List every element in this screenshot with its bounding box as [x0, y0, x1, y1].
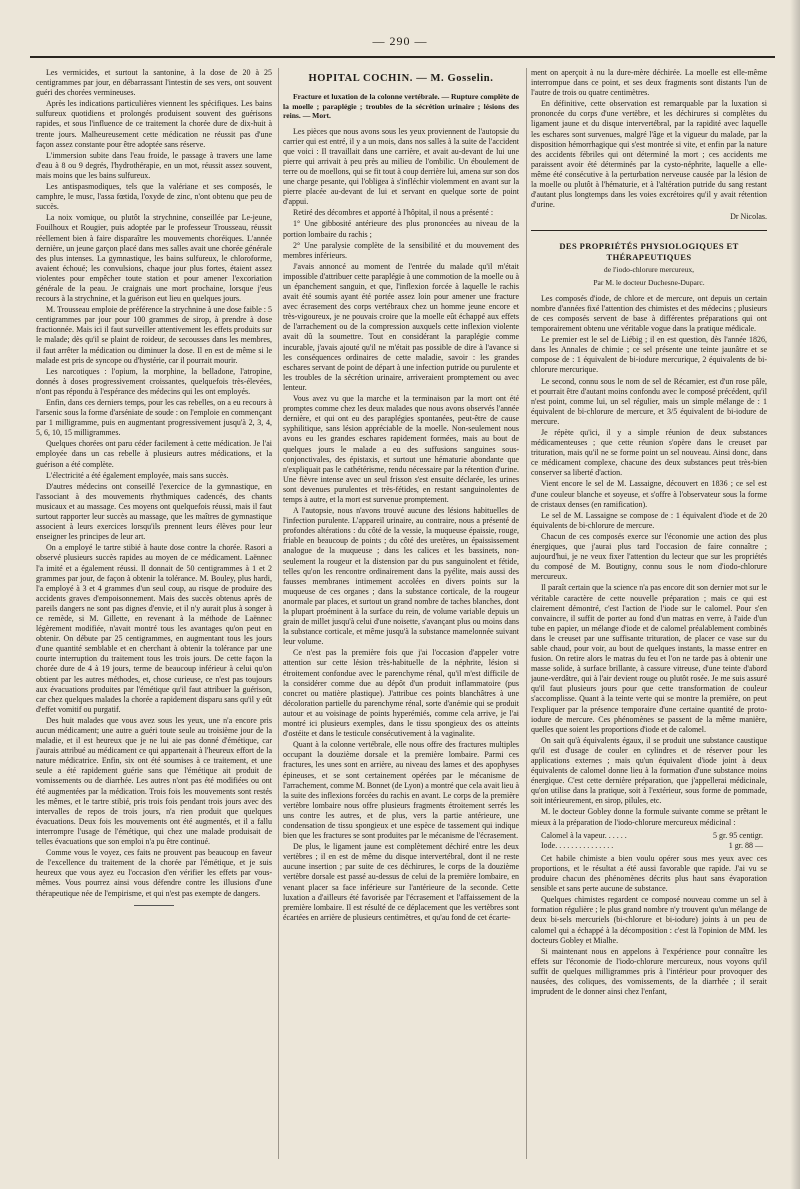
- end-rule: [134, 905, 174, 906]
- formula-row: [531, 841, 767, 851]
- paragraph: Les pièces que nous avons sous les yeux proviennent de l'autopsie du carrier qui est entré, il y a un mois, dans nos salles à la suite de l'accident que voici : Il travaillait dans une carrière, et avait au-devant de lui une pierre qui arrivait à peu près au milieu de l'ombilic. Un éboulement de terre ou de moellons, qui se fit tout à coup derrière lui, amena sur son dos une charge pesante, qui l'obligea à s'infléchir violemment en avant sur la pierre placée au-devant de lui et servant en quelque sorte de point d'appui.: [283, 126, 519, 207]
- paragraph: Comme vous le voyez, ces faits ne prouvent pas beaucoup en faveur de l'excellence du traitement de la chorée par l'émétique, et je suis heureux que vous ayez eu l'occasion d'en vérifier les effets par vous-mêmes. Vous pourrez ainsi vous défendre contre les illusions d'une thérapeutique née de l'empirisme, et qui n'est pas exempte de dangers.: [36, 848, 272, 898]
- paragraph: Le sel de M. Lassaigne se compose de : 1 équivalent d'iode et de 20 équivalents de bi-chlorure de mercure.: [531, 510, 767, 530]
- ingredient-name: Calomel à la vapeur. . . . . .: [541, 830, 627, 840]
- paragraph: Après les indications particulières viennent les spécifiques. Les bains sulfureux quotidiens et prolongés produisent souvent des guérisons rapides, et sous l'influence de ce traitement la chorée dure de dix-huit à trente jours. Malheureusement cette médication ne réussit pas d'une façon assez constante pour être adoptée sans réserve.: [36, 99, 272, 149]
- section-subheading: Fracture et luxation de la colonne vertébrale. — Rupture complète de la moelle ; paraplégie ; troubles de la sécrétion urinaire ; lésions des reins. — Mort.: [283, 92, 519, 121]
- paragraph: Enfin, dans ces derniers temps, pour les cas rebelles, on a eu recours à l'arsenic sous la forme d'arséniate de soude : on l'emploie en commençant par 1 milligramme, puis en augmentant progressivement jusqu'à 2, 3, 4, 5, 6, 10, 15 milligrammes.: [36, 398, 272, 438]
- ingredient-quantity: 5 gr. 95 centigr.: [713, 830, 763, 840]
- paragraph: Si maintenant nous en appelons à l'expérience pour connaître les effets sur l'économie de l'iodo-chlorure mercureux, nous voyons qu'il suffit de quelques milligrammes pris à l'intérieur pour provoquer des nausées, des coliques, des vomissements, de la diarrhée ; il serait imprudent de le donner ainsi chez l'enfant,: [531, 946, 767, 997]
- paragraph: Il paraît certain que la science n'a pas encore dit son dernier mot sur le véritable caractère de cette nouvelle préparation ; mais ce qui est clairement démontré, c'est l'action de l'iode sur le calomel. Pour s'en convaincre, il suffit de porter au fond d'un matras en verre, à l'aide d'un tube en papier, un mélange d'iode et de calomel préalablement combinés dans le creuset par une suffisante trituration, de placer ce vase sur du sable chaud, pour voir, au bout de quelques instants, la masse entrer en fusion. On retire alors le matras du feu et l'on ne tarde pas à obtenir une masse solide, à surface brillante, à cassure vitreuse, d'une teinte d'abord jaune-verdâtre, qui à l'air devient rouge ou plutôt rosée. Je me suis assuré qu'il faut plusieurs jours pour que cette transformation de couleur s'accomplisse. Quant à la teinte verte qui se montre la première, on peut l'expliquer par la présence temporaire d'une certaine quantité de proto-iodure de mercure. Ces phénomènes se passent de la même manière, quelles que soient les proportions d'iode et de calomel.: [531, 583, 767, 734]
- paragraph: La noix vomique, ou plutôt la strychnine, conseillée par Le-jeune, Fouilhoux et Rougier, puis adoptée par le professeur Trousseau, réussit réellement bien à faire disparaître les mouvements choréiques. L'année dernière, un jeune garçon placé dans mes salles avait une chorée générale des plus intenses. La gymnastique, les bains sulfureux, le chloroforme, avaient échoué; les convulsions, chaque jour plus fortes, étaient assez violentes pour empêcher toute station et pour amener l'excoriation générale de la peau. Je craignais une mort prochaine, lorsque j'eus recours à la strychnine, et la guérison eut lieu en quelques jours.: [36, 213, 272, 304]
- paragraph: Quelques chimistes regardent ce composé nouveau comme un sel à formation régulière ; le plus grand nombre n'y trouvent qu'un mélange de deux bi-sels mercuriels (bi-chlorure et bi-iodure) joints à un peu de calomel qui a échappé à la décomposition : c'est là l'opinion de MM. les docteurs Gobley et Mialhe.: [531, 895, 767, 945]
- paragraph: Le premier est le sel de Liébig ; il en est question, dès l'année 1826, dans les Annales de chimie ; ce sel présente une teinte jaunâtre et se compose de : 1 équivalent de bi-iodure mercurique, 2 équivalents de bi-chlorure mercurique.: [531, 335, 767, 375]
- column-3: [531, 68, 767, 1159]
- paragraph: Je répète qu'ici, il y a simple réunion de deux substances médicamenteuses ; que cette réunion s'opère dans le creuset par trituration, mais qu'il ne se forme point un sel nouveau. Ainsi donc, dans ce médicament complexe, chacune des deux substances peut très-bien conserver sa liberté d'action.: [531, 428, 767, 478]
- column-divider: [526, 68, 527, 1159]
- paragraph: Les antispasmodiques, tels que la valériane et ses composés, le camphre, le musc, l'assa fœtida, l'oxyde de zinc, n'ont obtenu que peu de succès.: [36, 182, 272, 212]
- paragraph: Les composés d'iode, de chlore et de mercure, ont depuis un certain nombre d'années fixé l'attention des chimistes et des médecins ; plusieurs de ces composés servent de base à différentes préparations qui ont temporairement obtenu une véritable vogue dans la pratique médicale.: [531, 293, 767, 334]
- paragraph: Vient encore le sel de M. Lassaigne, découvert en 1836 ; ce sel est d'une couleur blanche et soyeuse, et s'offre à l'observateur sous la forme de cristaux denses (en ramification).: [531, 479, 767, 509]
- paragraph: M. Trousseau emploie de préférence la strychnine à une dose faible : 5 centigrammes par jour pour 100 grammes de sirop, à prendre à dose fractionnée. Mais ici il faut surveiller attentivement les effets produits sur le malade; dès qu'il se plaint de roideur, de secousses dans les membres, il faut arrêter la médication ou diminuer la dose. Il en est de même si le malade est pris de syncope ou d'hystérie, car il pourrait mourir.: [36, 305, 272, 365]
- paragraph: Les narcotiques : l'opium, la morphine, la belladone, l'atropine, donnés à doses progressivement croissantes, quelquefois très-élevées, n'ont pas répondu à l'espérance des médecins qui les ont employés.: [36, 366, 272, 396]
- paragraph: Le second, connu sous le nom de sel de Récamier, est d'un rose pâle, et pourrait être d'autant moins confondu avec le composé précédent, qu'il n'est point, comme lui, un sel régulier, mais un simple mélange de : 1 équivalent de bi-chlorure de mercure, et 3/5 équivalent de bi-iodure de mercure.: [531, 376, 767, 426]
- paragraph: Quant à la colonne vertébrale, elle nous offre des fractures multiples occupant la douzième dorsale et la première lombaire. Parmi ces fractures, les unes sont en arrière, au niveau des lames et des apophyses épineuses, et se sont certainement opérées par le mécanisme de l'arrachement, comme M. Bonnet (de Lyon) a montré que cela avait lieu à la suite des inflexions forcées du rachis en avant. Le corps de la première vertèbre lombaire nous offre plusieurs fragments étroitement serrés les uns contre les autres, et de plus, vers la partie antérieure, une condensation de tissu spongieux et une espèce de tassement qui indique bien que les fractures se sont produites par le mécanisme de l'écrasement.: [283, 740, 519, 841]
- header-rule: [30, 56, 775, 58]
- paragraph: Vous avez vu que la marche et la terminaison par la mort ont été promptes comme chez les deux malades que nous avons observés l'année dernière, et qui ont eu des paraplégies spontanées, peut-être de cause syphilitique, sans lésion appréciable de la moelle. Non-seulement nous avons eu les grandes eschares rapidement formées, mais au bout de quelques jours le malade a eu des suffusions sanguines sous-conjonctivales, des épistaxis, et surtout une hématurie abondante que n'expliquait pas le cathétérisme, rendu nécessaire par la rétention d'urine. Une fièvre intense avec un seul frisson s'est ensuite déclarée, les urines sont devenues purulentes et très-fétides, en restant sanguinolentes de temps à autre, et la mort est survenue promptement.: [283, 394, 519, 504]
- paragraph: Quelques chorées ont paru céder facilement à cette médication. Je l'ai employée dans un cas rebelle à plusieurs autres médications, et la guérison a été complète.: [36, 439, 272, 469]
- section-separator: [531, 230, 767, 231]
- paragraph: L'électricité a été également employée, mais sans succès.: [46, 470, 229, 480]
- column-1: [36, 68, 272, 1159]
- paragraph: On a employé le tartre stibié à haute dose contre la chorée. Rasori a observé plusieurs succès rapides au moyen de ce médicament. Laënnec l'a imité et a également réussi. Il donnait de 50 centigrammes à 1 et 2 grammes par jour, de façon à obtenir la tolérance. M. Bouley, plus hardi, l'a employé à 3 et 4 grammes d'un seul coup, au risque de produire des accidents graves d'empoisonnement. Mais des succès obtenus après de pareils dangers ne sont pas dignes d'envie, et il n'y aurait plus à songer à ce remède, si M. Gillette, en revenant à la méthode de Laënnec légèrement modifiée, n'avait montré tous les avantages qu'on peut en obtenir. On débute par 25 centigrammes, en augmentant tous les jours d'une quantité semblable et en cherchant à obtenir la tolérance par une courte interruption du traitement tous les trois jours. De cette façon la chorée dure de 4 à 19 jours, terme de beaucoup inférieur à celui qu'on obtient par les autres méthodes, et, chose curieuse, ce n'est pas toujours aux évacuations produites par l'émétique qu'il faut attribuer la guérison, car chez quelques malades la chorée a rapidement disparu sans qu'il y eût d'effet vomitif ou purgatif.: [36, 543, 272, 714]
- article-title: DES PROPRIÉTÉS PHYSIOLOGIQUES ET THÉRAPEUTIQUES: [559, 241, 739, 262]
- paragraph: Cet habile chimiste a bien voulu opérer sous mes yeux avec ces proportions, et le résultat a été aussi favorable que rapide. J'ai vu se produire chacun des phénomènes décrits plus haut sans évaporation sensible et sans perte aucune de substance.: [531, 853, 767, 894]
- paragraph: En définitive, cette observation est remarquable par la luxation si prononcée du corps d'une vertèbre, et les déchirures si complètes du ligament jaune et du disque intervertébral, par la rapidité avec laquelle les eschares sont survenues, malgré l'âge et la vigueur du malade, par la disposition hémorrhagique qui s'est montrée si vite, et enfin par la nature des accidents fébriles qui ont déterminé la mort ; ces accidents me paraissent avoir été déterminés par la cysto-néphrite, laquelle a elle-même été consécutive à la perturbation nerveuse causée par la lésion de la moelle ou plutôt à l'hématurie, et à l'altération putride du sang restant d'autant plus longtemps dans les voies excrétoires qu'il y avait rétention d'urine.: [531, 99, 767, 210]
- article-subtitle: de l'iodo-chlorure mercureux,: [603, 264, 695, 274]
- column-divider: [278, 68, 279, 1159]
- paragraph: Chacun de ces composés exerce sur l'économie une action des plus énergiques, que j'aurai plus tard l'occasion de faire connaître ; aujourd'hui, je ne veux fixer l'attention du lecteur que sur les propriétés du composé de M. Boutigny, connu sous le nom d'iodo-chlorure mercureux.: [531, 531, 767, 582]
- paragraph: L'immersion subite dans l'eau froide, le passage à travers une lame d'eau à 8 ou 9 degrés, l'hydrothérapie, en un mot, réussit assez souvent, mais moins que les bains sulfureux.: [36, 150, 272, 180]
- section-title: HOPITAL COCHIN. — M. Gosselin.: [308, 73, 494, 84]
- column-2: [283, 68, 519, 1159]
- formula-row: [531, 831, 767, 841]
- ingredient-name: Iode. . . . . . . . . . . . . . .: [541, 840, 614, 850]
- paragraph: Les vermicides, et surtout la santonine, à la dose de 20 à 25 centigrammes par jour, en débarrassant l'intestin de ses vers, ont souvent guéri des chorées vermineuses.: [36, 68, 272, 98]
- paragraph: ment on aperçoit à nu la dure-mère déchirée. La moelle est elle-même interrompue dans ce point, et ses deux fragments sont distants l'un de l'autre de trois ou quatre centimètres.: [531, 68, 767, 98]
- paragraph: Des huit malades que vous avez sous les yeux, une n'a encore pris aucun médicament; une autre a guéri toute seule au troisième jour de la maladie, et il est heureux que je ne lui aie pas donné d'émétique, car j'aurais attribué au médicament ce qui appartenait à l'heureux effort de la nature médicatrice. Enfin, six ont été soumises à ce traitement, et une seule a été rapidement guérie sans que l'émétique ait produit de vomissements ou de diarrhée. Les autres n'ont pas été modifiées ou ont été augmentées par la médication. Trois fois les mouvements sont restés les mêmes, et le tartre stibié, pris trois fois pendant trois jours avec des intervalles de repos de trois jours, n'a rien produit que quelques évacuations. Deux fois les mouvements ont été augmentés, et il a fallu interrompre l'usage de l'émétique, qui chez une malade produisait de telles évacuations que son emploi n'a pu être continué.: [36, 715, 272, 847]
- paragraph: 1° Une gibbosité antérieure des plus prononcées au niveau de la portion lombaire du rachis ;: [283, 219, 519, 239]
- paragraph: J'avais annoncé au moment de l'entrée du malade qu'il m'était impossible d'attribuer cette paraplégie à une commotion de la moelle ou à un épanchement sanguin, et que, l'inflexion forcée à laquelle le rachis avait été soumis ayant été portée assez loin pour amener une fracture avec écrasement des corps vertébraux chez un homme jeune encore et très-vigoureux, je ne pouvais croire que la moelle eût échappé aux effets de l'arrachement ou de la compression auxquels cette inflexion violente avait dû la soumettre. Tout en considérant la paraplégie comme incurable, j'avais ajouté qu'il ne m'était pas possible de dire à l'avance si les conséquences ordinaires de cette maladie, savoir : les grandes eschares servant de point de départ à une infection putride ou purulente et les troubles de la sécrétion urinaire, arriveraient promptement ou avec lenteur.: [283, 261, 519, 392]
- ingredient-quantity: 1 gr. 88 —: [728, 840, 763, 850]
- page-number: — 290 —: [372, 34, 428, 48]
- signature: Dr Nicolas.: [730, 212, 767, 222]
- article-author: Par M. le docteur Duchesne-Duparc.: [593, 277, 705, 287]
- paragraph: 2° Une paralysie complète de la sensibilité et du mouvement des membres inférieurs.: [283, 240, 519, 260]
- paragraph: A l'autopsie, nous n'avons trouvé aucune des lésions habituelles de l'infection purulente. L'appareil urinaire, au contraire, nous a présenté de profondes altérations : du côté de la vessie, la muqueuse épaissie, rouge, friable en beaucoup de points ; du côté des uretères, un épaississement analogue de la muqueuse ; dans les calices et les bassinets, non-seulement la rougeur et la distension par du pus sanguinolent et fétide, telles qu'on les rencontre ordinairement dans la pyélite, mais aussi des fausses membranes intimement accolées en divers points sur la muqueuse de ces organes ; dans la substance corticale, de la rougeur anormale par places, et surtout un grand nombre de taches blanches, dont la plupart proéminent à la surface du rein, de volume variable depuis un grain de millet jusqu'à celui d'une noisette, s'avançant plus ou moins dans la substance corticale, et même jusqu'à la substance mamelonnée suivant leur volume.: [283, 506, 519, 647]
- paragraph: Ce n'est pas la première fois que j'ai l'occasion d'appeler votre attention sur cette lésion très-habituelle de la néphrite, lésion si étroitement confondue avec le parenchyme rénal, qu'il m'est difficile de la considérer comme due au dépôt d'un produit inflammatoire (pus concret ou matière plastique). J'attribue ces points blanchâtres à une décoloration partielle du parenchyme rénal, sorte d'anémie qui se produit autour et au voisinage de points hyperémiés, comme cela arrive, je l'ai montré ici plusieurs exemples, dans le tissu spongieux des os atteints d'ostéite et dans le testicule consécutivement à la vaginalite.: [283, 648, 519, 739]
- formula-table: [531, 831, 767, 851]
- paragraph: Retiré des décombres et apporté à l'hôpital, il nous a présenté :: [293, 208, 494, 218]
- paragraph: De plus, le ligament jaune est complètement déchiré entre les deux vertèbres ; il en est de même du disque intervertébral, dont il ne reste aucune insertion ; par suite de ces déchirures, le corps de la douzième vertèbre dorsale est passé au-dessus de celui de la première lombaire, en venant placer sa face inférieure sur l'antérieure de la seconde. Cette luxation a d'ailleurs été favorisée par l'écrasement et l'affaissement de la première lombaire. Il est résulté de ce déplacement que les vertèbres sont écartées en arrière de plusieurs centimètres, et qu'au fond de cet écarte-: [283, 842, 519, 922]
- paragraph: M. le docteur Gobley donne la formule suivante comme se prêtant le mieux à la préparation de l'iodo-chlorure mercureux médicinal :: [531, 807, 767, 827]
- page-edge-shadow: [790, 0, 800, 1189]
- paragraph: D'autres médecins ont conseillé l'exercice de la gymnastique, en l'associant à des mouvements rhythmiques cadencés, des chants musicaux et au massage. Ces moyens ont quelquefois réussi, mais il faut surtout rapporter leur succès au massage, que les maîtres de gymnastique associent à leurs exercices lorsqu'ils prennent leurs élèves pour leur enseigner les principes de leur art.: [36, 481, 272, 542]
- paragraph: On sait qu'à équivalents égaux, il se produit une substance caustique qu'il est d'usage de couler en cylindres et de réserver pour les applications externes ; mais qu'un équivalent d'iode joint à deux équivalents de calomel donne lieu à la formation d'une substance moins énergique. C'est cette dernière préparation, que j'appellerai médicinale, qu'on utilise dans la pratique, soit à l'extérieur, sous forme de pommade, soit intérieurement, en sirop, pilules, etc.: [531, 735, 767, 806]
